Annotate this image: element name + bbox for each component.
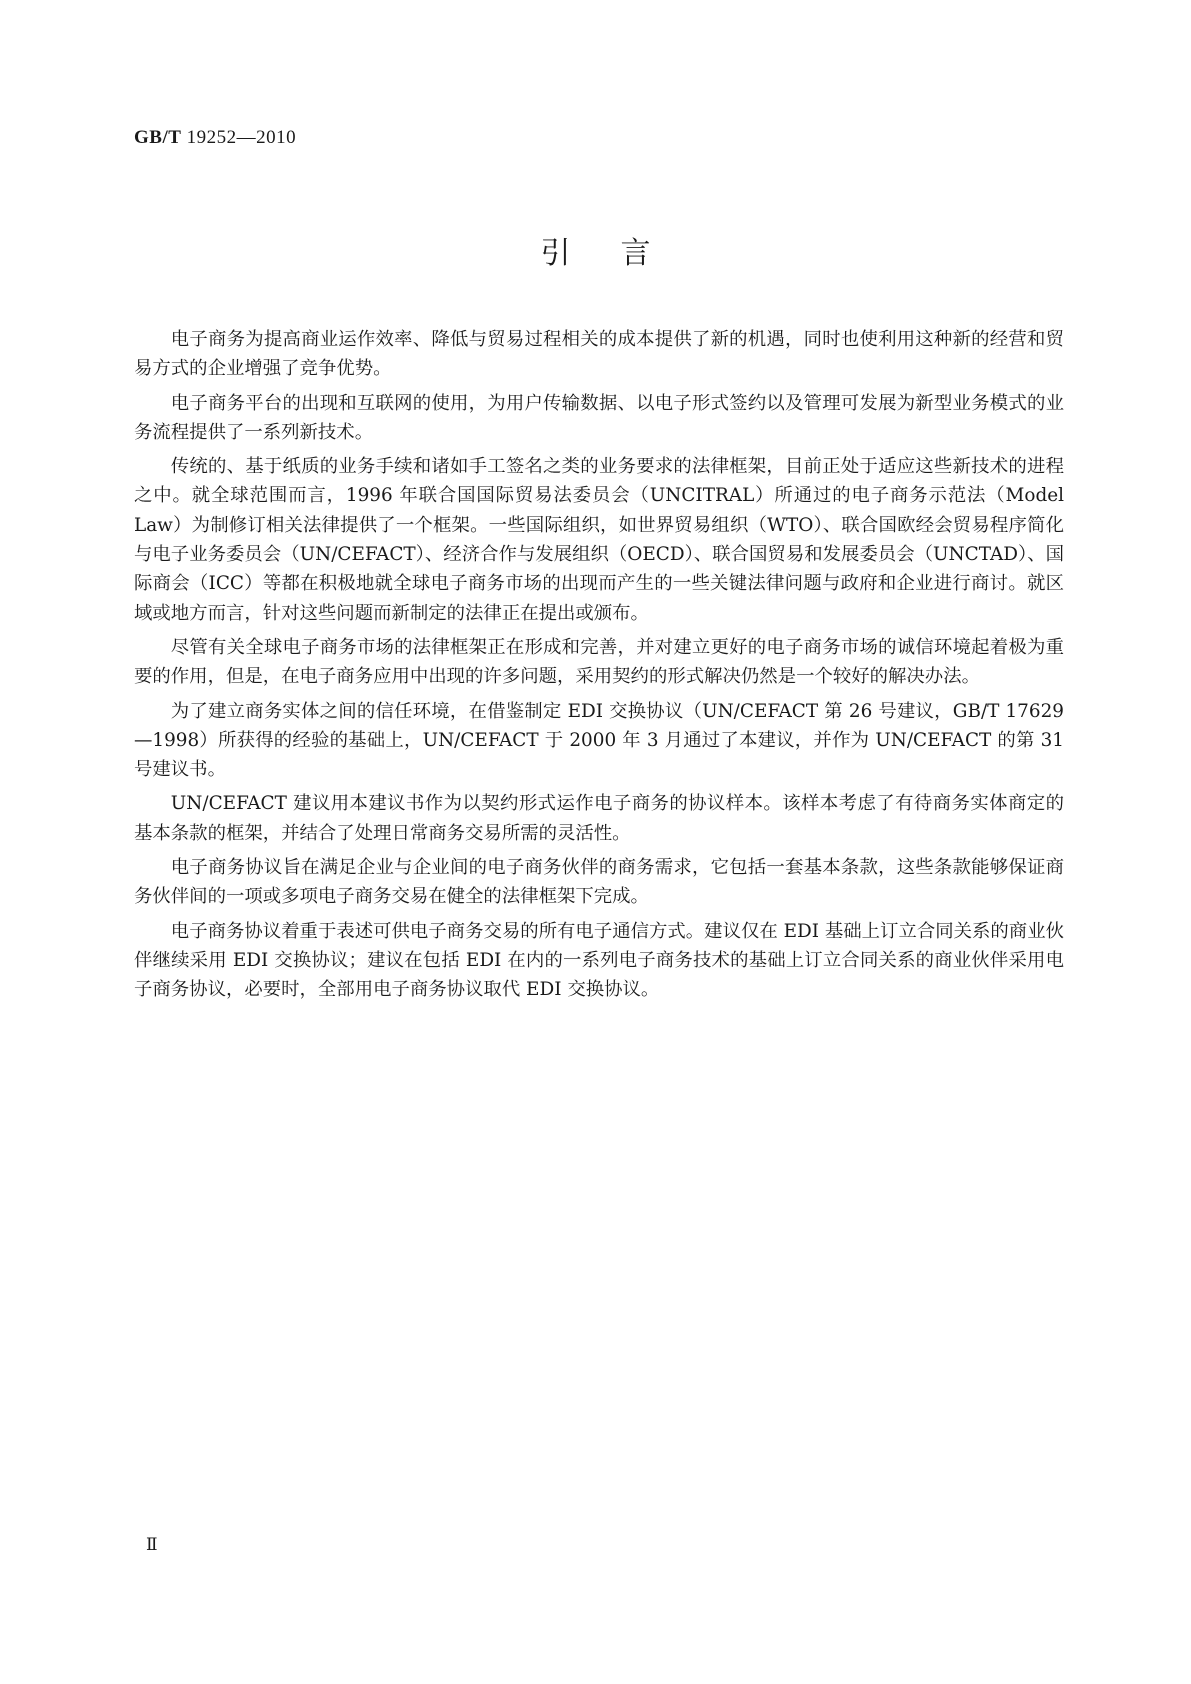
paragraph: 电子商务为提高商业运作效率、降低与贸易过程相关的成本提供了新的机遇，同时也使利用这种新的经营和贸易方式的企业增强了竞争优势。 <box>134 329 1064 380</box>
document-code-number: 19252—2010 <box>186 127 297 148</box>
paragraph: UN/CEFACT 建议用本建议书作为以契约形式运作电子商务的协议样本。该样本考虑了有待商务实体商定的基本条款的框架，并结合了处理日常商务交易所需的灵活性。 <box>134 793 1064 844</box>
page-number: Ⅱ <box>146 1535 158 1554</box>
paragraph: 传统的、基于纸质的业务手续和诸如手工签名之类的业务要求的法律框架，目前正处于适应这些新技术的进程之中。就全球范围而言，1996 年联合国国际贸易法委员会（UNCITRAL）所通过的电子商务示范法（Model Law）为制修订相关法律提供了一个框架。一些国际组织，如世界贸易组织（WTO）、联合国欧经会贸易程序简化与电子业务委员会（UN/CEFACT）、经济合作与发展组织（OECD）、联合国贸易和发展委员会（UNCTAD）、国际商会（ICC）等都在积极地就全球电子商务市场的出现而产生的一些关键法律问题与政府和企业进行商讨。就区域或地方而言，针对这些问题而新制定的法律正在提出或颁布。 <box>134 456 1064 624</box>
paragraph: 为了建立商务实体之间的信任环境，在借鉴制定 EDI 交换协议（UN/CEFACT 第 26 号建议，GB/T 17629—1998）所获得的经验的基础上，UN/CEFACT 于 2000 年 3 月通过了本建议，并作为 UN/CEFACT 的第 31 号建议书。 <box>134 700 1064 781</box>
page-title: 引言 <box>540 236 701 271</box>
paragraph: 电子商务协议着重于表述可供电子商务交易的所有电子通信方式。建议仅在 EDI 基础上订立合同关系的商业伙伴继续采用 EDI 交换协议；建议在包括 EDI 在内的一系列电子商务技术的基础上订立合同关系的商业伙伴采用电子商务协议，必要时，全部用电子商务协议取代 EDI 交换协议。 <box>134 920 1064 1001</box>
document-code-prefix: GB/T <box>134 127 182 148</box>
paragraph: 电子商务平台的出现和互联网的使用，为用户传输数据、以电子形式签约以及管理可发展为新型业务模式的业务流程提供了一系列新技术。 <box>134 392 1064 443</box>
paragraph: 电子商务协议旨在满足企业与企业间的电子商务伙伴的商务需求，它包括一套基本条款，这些条款能够保证商务伙伴间的一项或多项电子商务交易在健全的法律框架下完成。 <box>134 857 1064 908</box>
document-code <box>134 127 296 149</box>
paragraph: 尽管有关全球电子商务市场的法律框架正在形成和完善，并对建立更好的电子商务市场的诚信环境起着极为重要的作用，但是，在电子商务应用中出现的许多问题，采用契约的形式解决仍然是一个较好的解决办法。 <box>134 636 1064 688</box>
introduction-body <box>134 325 1064 1010</box>
